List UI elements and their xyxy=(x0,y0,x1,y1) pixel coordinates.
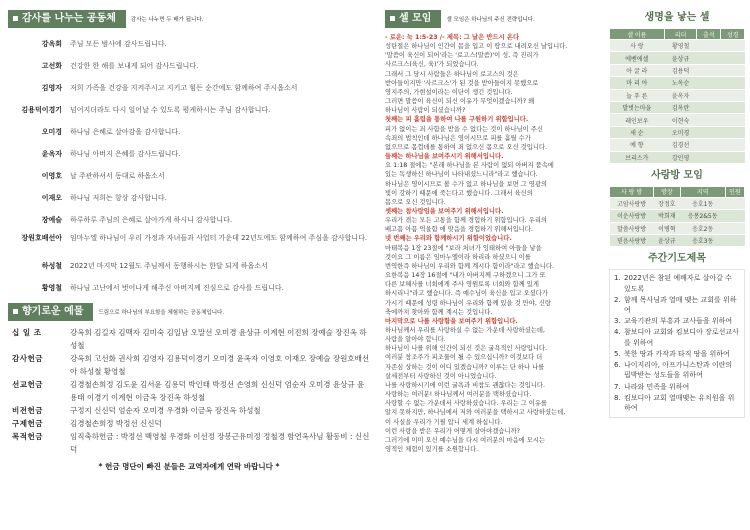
thanks-item xyxy=(8,193,370,203)
thanks-name: 오미경 xyxy=(41,128,62,136)
table-cell: 응호2동 xyxy=(680,222,725,234)
thanks-text: 2022년 마지막 12월도 주님께서 동행하시는 한달 되게 하옵소서 xyxy=(70,262,268,270)
table-cell xyxy=(721,101,745,113)
table-cell xyxy=(721,77,745,89)
thanks-text: 하나님 저희는 항상 감사합니다. xyxy=(70,194,167,202)
table-cell xyxy=(697,151,721,163)
table-cell: 윤옥자 xyxy=(664,89,697,101)
cell-header xyxy=(385,8,605,30)
table-cell xyxy=(725,235,744,247)
sermon-line: 자존심 상하는 것이 어디 있겠습니까? 이루는 단 하나 나를 xyxy=(385,363,545,371)
column-header: 인원 xyxy=(725,186,744,197)
sermon-line: 알지 못하지만, 하나님에서 저와 여러분을 택하시고 사랑하셨는데, xyxy=(385,409,566,417)
sermon-line: 다른 보혜사를 너희에게 주사 영원토록 너희와 함께 있게 xyxy=(385,281,539,289)
table-cell: 오미경 xyxy=(664,126,697,138)
column-header: 리더 xyxy=(664,29,697,40)
thanks-item xyxy=(8,61,370,71)
thanks-item xyxy=(8,105,370,115)
table-cell xyxy=(721,126,745,138)
prayer-number: 6. xyxy=(614,361,621,370)
sermon-line: 사르크스(육신, 육)'가 되었습니다. xyxy=(385,61,479,69)
thanks-name: 하성철 xyxy=(41,262,62,270)
prayer-text: 킴보디아 교회 열매맺는 유치원을 위하여 xyxy=(624,393,735,412)
table-cell: 이운사랑방 xyxy=(610,210,654,222)
table-cell: 발벗는마을 xyxy=(610,101,665,113)
column-header: 셀 이름 xyxy=(610,29,665,40)
table-row xyxy=(610,114,745,126)
sermon-line: 요 1:18 절에는 "본래 하나님을 본 사람이 없되 아버지 품속에 xyxy=(385,162,554,170)
thanks-item xyxy=(8,39,370,49)
sermon-line: 성탄절은 하나님이 인간이 몸을 입고 이 땅으로 내려오신 날입니다. xyxy=(385,43,568,51)
column-header: 성경 xyxy=(721,29,745,40)
prayer-number: 2. xyxy=(614,295,621,304)
table-cell: 브리스가 xyxy=(610,151,665,163)
table-cell: 김용덕 xyxy=(664,64,697,76)
table-cell xyxy=(697,114,721,126)
offering-item xyxy=(8,352,370,378)
life-cell-title: 생명을 낳는 셀 xyxy=(644,12,710,23)
table-cell: 김옥란 xyxy=(664,101,697,113)
table-cell: 에벤에셀 xyxy=(610,52,665,64)
table-row xyxy=(610,52,745,64)
column-header: 출석 xyxy=(697,29,721,40)
table-row xyxy=(610,210,745,222)
prayer-number: 1. xyxy=(614,274,621,283)
table-row xyxy=(610,222,745,234)
prayer-text: 함께 목사님과 열매 맺는 교회를 위하여 xyxy=(624,295,737,315)
table-row xyxy=(610,101,745,113)
offering-item xyxy=(8,404,370,417)
offering-note: 드림으로 하나님의 부요함을 체험하는 공동체입니다. xyxy=(98,310,225,316)
offering-footer: * 헌금 명단이 빠진 분들은 교역자에게 연락 바랍니다 * xyxy=(98,462,280,471)
table-cell: 노옥순 xyxy=(664,77,697,89)
table-cell: 응호3동 xyxy=(680,235,725,247)
sermon-line: 영적인 체험이 있기를 소원합니다. xyxy=(385,446,479,454)
sermon-line: 살세전부터 사랑하신 것이 아니었습니다. xyxy=(385,372,497,380)
offering-title: 향기로운 예물 xyxy=(8,303,93,321)
offering-names: 김경철손희정 김도윤 김서윤 김용덕 박인태 박정선 손영희 신신덕 엄순자 오미경 윤상규 윤용태 이경기 이계현 이금옥 장진옥 하성철 xyxy=(70,380,365,402)
table-row xyxy=(610,235,745,247)
thanks-text: 넘어지더라도 다시 일어날 수 있도록 평케하시는 주님 감사합니다. xyxy=(70,106,271,114)
cell-title: 셀 모임 xyxy=(385,10,441,28)
table-row xyxy=(610,40,745,52)
thanks-name: 황영철 xyxy=(41,284,62,292)
column-header: 지역 xyxy=(680,186,725,197)
thanks-item xyxy=(8,127,370,137)
thanks-name: 이재오 xyxy=(41,194,62,202)
life-cell-table xyxy=(609,28,745,164)
thanks-name: 고선화 xyxy=(41,62,62,70)
prayer-item xyxy=(614,273,740,293)
prayer-item xyxy=(614,295,740,315)
sermon-line: 하나님께서 우리를 사랑하실 수 없는 가운데 사랑하셨는데, xyxy=(385,327,545,334)
table-cell xyxy=(721,139,745,151)
sermon-line: 하나님이 나를 위해 인간이 되신 것은 굴욕적인 사랑입니다. xyxy=(385,345,547,353)
sermon-line: 번역한즉 하나님이 우리와 함께 계시다 함이라"라고 했습니다. xyxy=(385,262,554,270)
table-cell: 아 굴 라 xyxy=(610,64,665,76)
prayer-item xyxy=(614,393,740,413)
offering-label: 구제헌금 xyxy=(12,419,43,428)
right-column xyxy=(609,8,745,526)
sermon-line: 나를 사랑하시기에 이런 굴욕과 비참도 괜찮다는 것입니다. xyxy=(385,381,545,389)
thanks-text: 건강한 한 해를 보내게 되어 감사드립니다. xyxy=(70,62,199,70)
table-cell: 이병혁 xyxy=(654,222,680,234)
table-cell: 말씀사랑방 xyxy=(610,222,654,234)
prayer-text: 나이지리아, 아프가니스탄과 이란의 핍박받는 성도들을 위하여 xyxy=(624,361,733,380)
thanks-text: 저희 가족을 건강을 지켜주시고 지키고 힘든 순간에도 함께하여 주시옵소서 xyxy=(70,84,298,92)
sermon-line: 축에까지 찾아와 함께 계시는 것입니다. xyxy=(385,308,493,316)
table-cell xyxy=(721,52,745,64)
sermon-line: 여러분 창조주가 피조물이 될 수 있으십니까? 이것보다 더 xyxy=(385,354,543,362)
prayer-number: 3. xyxy=(614,317,621,326)
offering-names: 김경철손희정 박정선 신신덕 xyxy=(70,419,162,428)
offering-list xyxy=(8,326,370,456)
table-cell xyxy=(697,52,721,64)
thanks-text: 주님 모든 범사에 감사드립니다. xyxy=(70,40,167,48)
sermon-line: 하시리니"라고 했습니다. 즉 예수님이 육신을 입고 오셨다가 xyxy=(385,290,548,298)
sermon-line: 그러기에 이미 오신 예수님을 다시 여러분의 마음에 모시는 xyxy=(385,436,545,444)
table-cell xyxy=(721,40,745,52)
sermon-line: 배고픔 아픔 억울함 애 맞음을 경험하기 위해서입니다. xyxy=(385,226,533,234)
thanks-text: 하나님 은혜로 살아감을 감사합니다. xyxy=(70,128,181,136)
table-row xyxy=(610,89,745,101)
table-cell xyxy=(697,101,721,113)
sermon-line: 요한복음 14장 16절에 "내가 아버지께 구하겠으니 그가 또 xyxy=(385,272,546,280)
thanks-name: 장원호배선아 xyxy=(21,234,62,242)
sermon-line: 우리가 겪는 모든 고통을 함께 경험하기 위함입니다. 우리의 xyxy=(385,217,547,225)
thanks-item xyxy=(8,233,370,243)
prayer-number: 4. xyxy=(614,328,621,337)
offering-item xyxy=(8,378,370,404)
prayer-item xyxy=(614,360,740,380)
table-cell xyxy=(721,89,745,101)
sermon-line: 사랑할 수 없는 가운데서 사랑하셨습니다. 우리는 그 이유를 xyxy=(385,400,547,408)
sermon-line: 마태복음 1장 23절에 "보라 처녀가 잉태하여 아들을 낳을 xyxy=(385,244,542,252)
table-cell: 이현숙 xyxy=(664,114,697,126)
middle-column xyxy=(385,8,605,526)
sermon-line: 받아들이지만 '사르크스'가 된 것을 받아들이지 못했으로 xyxy=(385,79,539,87)
table-header-row xyxy=(610,29,745,40)
sermon-line: 피가 없이는 죄 사함을 받을 수 없다는 것이 하나님이 주신 xyxy=(385,125,543,133)
sermon-line: 영지주의, 가현설이라는 이단이 생긴 것입니다. xyxy=(385,88,513,96)
sermon-line: 하나님이 사람이 되셨습니까? xyxy=(385,107,466,115)
sermon-line: 그러면 말씀이 육신이 되신 이유가 무엇이겠습니까? 왜 xyxy=(385,98,535,106)
thanks-item xyxy=(8,171,370,181)
table-cell: 강인영 xyxy=(664,151,697,163)
offering-label: 목적헌금 xyxy=(12,432,43,441)
sermon-line: 둘째는 하나님을 보여주시기 위해서입니다. xyxy=(385,153,504,161)
thanks-text: 임마누엘 하나님이 우리 가정과 자녀들과 사업터 가운데 22년도에도 함께하여 주심을 감사합니다. xyxy=(70,234,368,242)
prayer-number: 7. xyxy=(614,382,621,391)
offering-label: 비전헌금 xyxy=(12,406,43,415)
table-cell: 마 리 아 xyxy=(610,77,665,89)
column-header: 사 랑 방 xyxy=(610,186,654,197)
cell-sermon-text xyxy=(385,33,605,454)
table-row xyxy=(610,77,745,89)
thanks-item xyxy=(8,261,370,271)
table-cell: 늘 푸 른 xyxy=(610,89,665,101)
thanks-item xyxy=(8,149,370,159)
table-cell xyxy=(721,64,745,76)
sermon-line: 그래서 그 당시 사람들은 하나님이 로고스의 것은 xyxy=(385,70,519,78)
prayer-list xyxy=(609,269,745,418)
sermon-line: 있는 독생하신 하나님이 나타내셨느니라"라고 했습니다. xyxy=(385,171,538,179)
table-cell xyxy=(697,40,721,52)
table-cell: 고암사랑방 xyxy=(610,197,654,209)
thanks-text: 하루하루 주님의 은혜로 살아가게 하시니 감사합니다. xyxy=(70,216,233,224)
table-row xyxy=(610,64,745,76)
prayer-item xyxy=(614,327,740,347)
table-cell: 박희재 xyxy=(654,210,680,222)
thanks-list xyxy=(8,39,370,293)
prayer-item xyxy=(614,382,740,392)
table-cell: 장정호 xyxy=(654,197,680,209)
table-cell xyxy=(697,139,721,151)
table-row xyxy=(610,139,745,151)
sermon-line: 가시기 때문에 성령 하나님이 우리와 함께 있을 것 만야, 신랑 xyxy=(385,299,552,307)
thanks-item xyxy=(8,283,370,293)
sermon-line: - 로운: 눅 1:5-23 /- 제목: 그 날은 반드시 온다 xyxy=(385,34,520,41)
prayer-text: 2022년은 참된 예배자로 살아갈 수 있도록 xyxy=(624,274,732,293)
thanks-item xyxy=(8,215,370,225)
table-cell xyxy=(721,151,745,163)
thanks-note: 감사는 나누면 두 배가 됩니다. xyxy=(130,17,204,23)
sermon-line: 이런 사랑을 받은 우리가 어떻게 살아야겠습니까? xyxy=(385,427,521,435)
table-cell: 새 순 xyxy=(610,126,665,138)
column-header: 방장 xyxy=(654,186,680,197)
offering-names: 구정지 신신덕 엄순자 오미경 우경화 이금옥 장진옥 하성철 xyxy=(70,406,261,415)
sermon-line: 사람을 알아야 합니다. xyxy=(385,336,446,344)
table-cell: 윤상규 xyxy=(654,235,680,247)
thanks-text: 날 주관하셔서 동대로 하옵소서 xyxy=(70,172,165,180)
sermon-line: 마지막으로 나를 사랑함을 보여주기 위함입니다. xyxy=(385,317,518,325)
prayer-text: 참보디아 교회와 킴보디아 장로선교사를 위하여 xyxy=(624,328,739,347)
table-cell: 예 향 xyxy=(610,139,665,151)
thanks-text: 하나님 아버지 은혜를 감사드립니다. xyxy=(70,150,181,158)
table-cell: 레인보우 xyxy=(610,114,665,126)
offering-names: 강옥희 고선화 권사희 김영자 김용덕이경기 오미경 윤옥자 이영호 이재오 장예슬 장원호배선아 하성철 황영철 xyxy=(70,354,370,376)
sermon-line: 속죄의 법칙인데 하나님은 영이시므로 피를 흘릴 수가 xyxy=(385,134,531,142)
sermon-line: 빛이 강하기 때문에 죽는다고 했습니다. 그래서 육신의 xyxy=(385,189,533,197)
offering-names: 강옥희 김길자 김맥자 김미숙 김일남 오말선 오미경 윤상규 이계현 이진희 장예슬 장진옥 하성철 xyxy=(70,328,367,350)
thanks-name: 이영호 xyxy=(41,172,62,180)
offering-label: 감사헌금 xyxy=(12,354,43,363)
table-cell xyxy=(725,210,744,222)
table-cell xyxy=(697,64,721,76)
table-cell: 김경선 xyxy=(664,139,697,151)
table-row xyxy=(610,197,745,209)
table-cell xyxy=(725,222,744,234)
table-row xyxy=(610,151,745,163)
thanks-name: 김영자 xyxy=(41,84,62,92)
sermon-line: 이 사실을 우리가 기필 압니 세계 하십니다. xyxy=(385,418,503,426)
prayer-text: 교육기관의 부흥과 교사들을 위하여 xyxy=(624,317,733,326)
prayer-item xyxy=(614,349,740,359)
thanks-name: 김용덕이경기 xyxy=(21,106,62,114)
offering-label: 십 일 조 xyxy=(12,328,42,337)
offering-item xyxy=(8,417,370,430)
thanks-title: 감사를 나누는 공동체 xyxy=(8,10,126,28)
table-cell: 믿음사랑방 xyxy=(610,235,654,247)
thanks-name: 윤옥자 xyxy=(41,150,62,158)
offering-names: 임직축하헌금 : 박정선 백영철 우경화 이선정 장봉근유미정 정철경 함연옥사님 활동비 : 신신덕 xyxy=(70,432,370,454)
table-cell xyxy=(725,197,744,209)
table-cell: 윤상규 xyxy=(664,52,697,64)
prayer-title: 주간기도제목 xyxy=(648,253,706,265)
table-cell: 사 랑 xyxy=(610,40,665,52)
table-cell: 응호1동 xyxy=(680,197,725,209)
table-cell xyxy=(697,77,721,89)
thanks-name: 강옥희 xyxy=(41,40,62,48)
table-cell xyxy=(721,114,745,126)
sermon-line: 첫째는 피 흘림을 통하여 나를 구원하기 위함입니다. xyxy=(385,116,529,124)
prayer-item xyxy=(614,316,740,326)
sermon-line: 없으므로 몸껍데를 통하여 죄 없으신 몸으로 오신 것입니다. xyxy=(385,143,547,151)
sermon-line: 하나님은 영이시므로 볼 수가 없고 하나님을 보면 그 영광의 xyxy=(385,180,547,188)
offering-item xyxy=(8,326,370,352)
offering-item xyxy=(8,430,370,456)
table-cell xyxy=(697,89,721,101)
sermon-line: '말씀이 육신이 되어'라는 '로고스(말씀)'이 성, 즉 진리가 xyxy=(385,52,539,60)
love-room-table xyxy=(609,186,745,248)
sermon-line: 넷 번째는 우리와 함께하시기 위함이었습니다. xyxy=(385,235,512,243)
sermon-line: 사랑하는 여러분! 하나님께서 여러분을 택하셨습니다. xyxy=(385,391,532,399)
thanks-text: 하나님 고난에서 벗어나게 해주신 아버지께 진심으로 감사를 드립니다. xyxy=(70,284,284,292)
thanks-name: 장예슬 xyxy=(41,216,62,224)
thanks-header xyxy=(8,8,370,30)
offering-header xyxy=(8,301,370,323)
table-row xyxy=(610,126,745,138)
prayer-number: 8. xyxy=(614,393,621,402)
left-column xyxy=(8,8,370,526)
table-cell xyxy=(697,126,721,138)
sermon-line: 셋째는 참사랑임을 보여주기 위해서입니다. xyxy=(385,207,504,215)
prayer-text: 나라와 민족을 위하여 xyxy=(624,382,690,391)
sermon-line: 것이요 그 이름은 임마누엘이라 하리라 하셨으니 이를 xyxy=(385,253,531,261)
table-header-row xyxy=(610,186,745,197)
thanks-item xyxy=(8,83,370,93)
offering-label: 선교헌금 xyxy=(12,380,43,389)
prayer-number: 5. xyxy=(614,349,621,358)
table-cell: 응봉2&5동 xyxy=(680,210,725,222)
cell-note: 셀 모임은 하나님의 주신 전략입니다. xyxy=(446,17,535,23)
table-cell: 황영철 xyxy=(664,40,697,52)
sermon-line: 몸으로 오신 것입니다. xyxy=(385,198,446,206)
prayer-text: 북한 땅과 카작과 타직 땅을 위하여 xyxy=(624,349,730,358)
love-room-title: 사랑방 모임 xyxy=(651,169,703,181)
